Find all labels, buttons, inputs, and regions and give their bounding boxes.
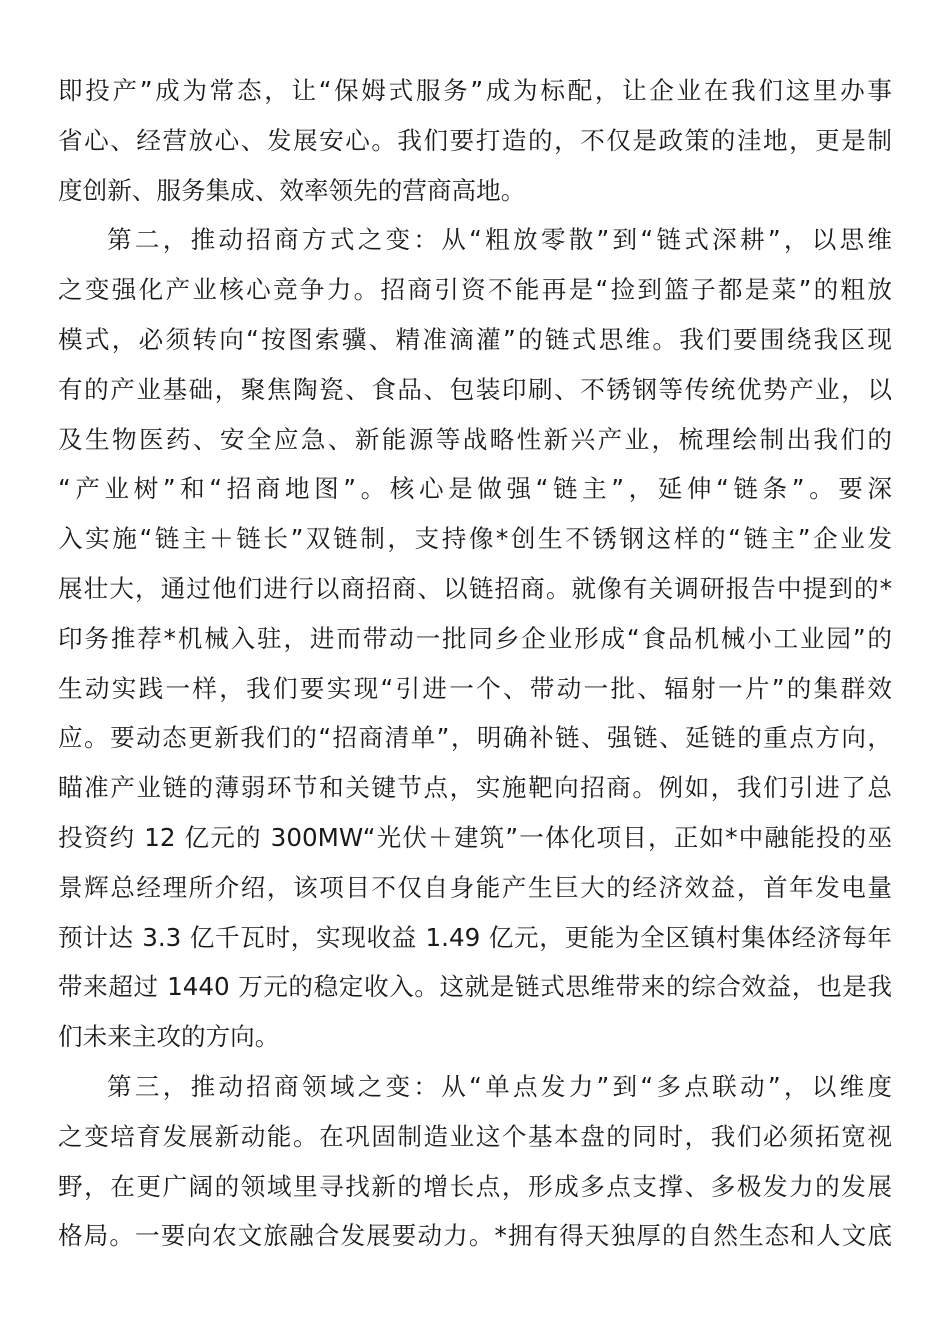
text-line: 即投产”成为常态，让“保姆式服务”成为标配，让企业在我们这里办事 [58, 76, 892, 105]
text-line: 度创新、服务集成、效率领先的营商高地。 [58, 175, 526, 205]
text-line: “产业树”和“招商地图”。核心是做强“链主”，延伸“链条”。要深 [58, 474, 892, 504]
text-line: 应。要动态更新我们的“招商清单”，明确补链、强链、延链的重点方向， [58, 723, 892, 753]
text-line: 有的产业基础，聚焦陶瓷、食品、包装印刷、不锈钢等传统优势产业，以 [58, 374, 892, 404]
text-line: 之变强化产业核心竞争力。招商引资不能再是“捡到篮子都是菜”的粗放 [58, 275, 892, 305]
text-line: 及生物医药、安全应急、新能源等战略性新兴产业，梳理绘制出我们的 [58, 424, 892, 454]
text-line: 瞄准产业链的薄弱环节和关键节点，实施靶向招商。例如，我们引进了总 [58, 773, 892, 803]
text-line: 们未来主攻的方向。 [58, 1022, 280, 1052]
text-line: 模式，必须转向“按图索骥、精准滴灌”的链式思维。我们要围绕我区现 [58, 324, 892, 354]
paragraph-heading-line: 第三，推动招商领域之变：从“单点发力”到“多点联动”，以维度 [107, 1071, 892, 1101]
text-line: 印务推荐*机械入驻，进而带动一批同乡企业形成“食品机械小工业园”的 [58, 623, 892, 653]
text-line: 格局。一要向农文旅融合发展要动力。*拥有得天独厚的自然生态和人文底 [58, 1221, 892, 1251]
text-line: 之变培育发展新动能。在巩固制造业这个基本盘的同时，我们必须拓宽视 [58, 1121, 892, 1151]
text-line: 省心、经营放心、发展安心。我们要打造的，不仅是政策的洼地，更是制 [58, 125, 892, 155]
text-line: 带来超过 1440 万元的稳定收入。这就是链式思维带来的综合效益，也是我 [58, 972, 892, 1002]
text-line: 入实施“链主＋链长”双链制，支持像*创生不锈钢这样的“链主”企业发 [58, 524, 892, 554]
document-page [58, 66, 892, 1261]
text-line: 生动实践一样，我们要实现“引进一个、带动一批、辐射一片”的集群效 [58, 673, 892, 703]
text-line: 野，在更广阔的领域里寻找新的增长点，形成多点支撑、多极发力的发展 [58, 1171, 892, 1201]
text-line: 投资约 12 亿元的 300MW“光伏＋建筑”一体化项目，正如*中融能投的巫 [58, 822, 892, 852]
paragraph-heading-line: 第二，推动招商方式之变：从“粗放零散”到“链式深耕”，以思维 [107, 225, 892, 255]
text-line: 景辉总经理所介绍，该项目不仅自身能产生巨大的经济效益，首年发电量 [58, 872, 892, 902]
text-line: 预计达 3.3 亿千瓦时，实现收益 1.49 亿元，更能为全区镇村集体经济每年 [58, 922, 892, 952]
text-line: 展壮大，通过他们进行以商招商、以链招商。就像有关调研报告中提到的* [58, 573, 892, 603]
